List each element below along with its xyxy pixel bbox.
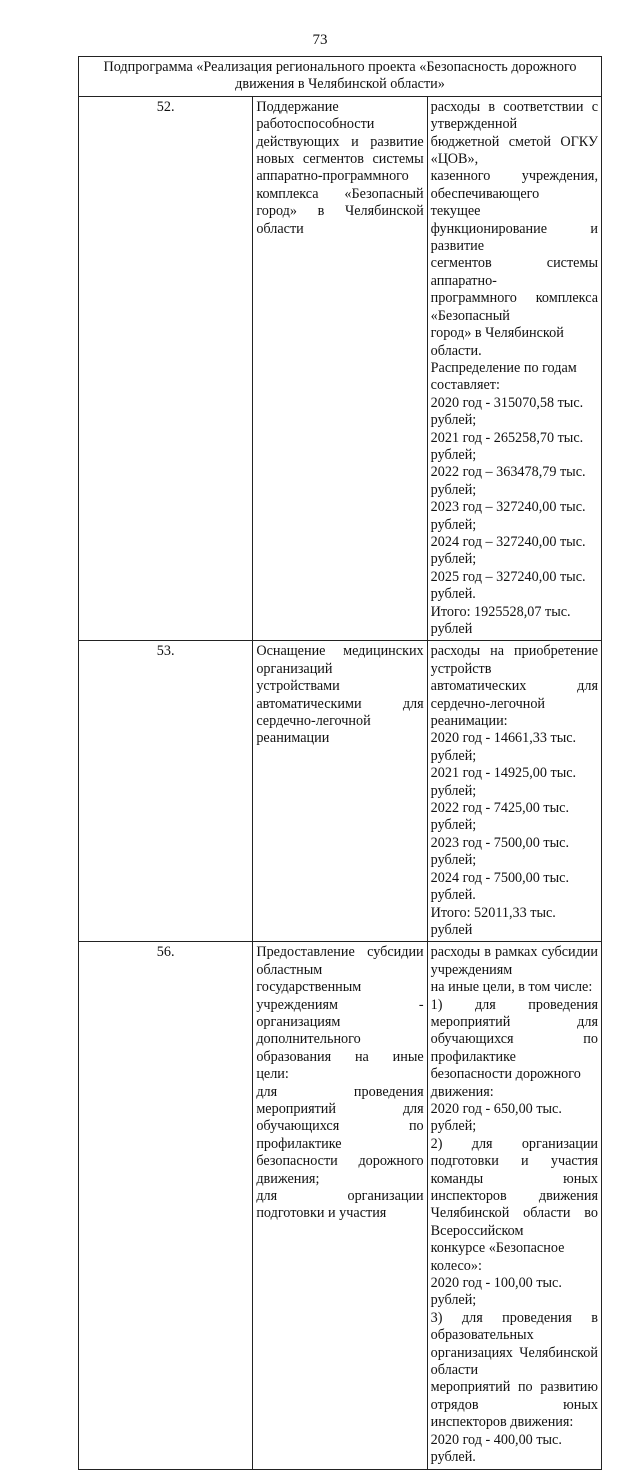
measure-description-line: 2023 год – 327240,00 тыс. рублей; (430, 499, 586, 533)
measure-name-line: профилактике (256, 1135, 342, 1152)
measure-name-line: организациям (256, 1013, 341, 1030)
measure-description-line: на иные цели, в том числе: (430, 979, 593, 996)
measure-name-line: образования на иные (256, 1048, 424, 1065)
measure-name (253, 641, 427, 942)
measure-name-line: областным (256, 961, 323, 978)
measure-description-line: город» в Челябинской области. (430, 325, 564, 359)
measure-name-line: подготовки и участия (256, 1205, 387, 1222)
measure-description-line: бюджетной сметой ОГКУ «ЦОВ», (430, 133, 598, 168)
table-header-row (79, 57, 602, 97)
measure-description-line: текущее функционирование и развитие (430, 203, 598, 255)
measure-description-line: 2) для организации подготовки и участия (430, 1135, 598, 1170)
subprogram-title-line: движения в Челябинской области» (235, 76, 445, 93)
measure-name-line: реанимации (256, 730, 330, 747)
measure-description-line: реанимации: (430, 713, 508, 730)
measure-description-line: 2020 год - 14661,33 тыс. рублей; (430, 730, 577, 764)
measure-description-line: 2021 год - 265258,70 тыс. рублей; (430, 429, 584, 463)
measure-description-line: 2020 год - 315070,58 тыс. рублей; (430, 394, 584, 429)
measure-description-line: автоматических для сердечно-легочной (430, 678, 598, 712)
measure-name-line: движения; (256, 1170, 320, 1187)
measure-description-line: 2022 год - 7425,00 тыс. рублей; (430, 800, 569, 834)
measure-name-line: обучающихся по (256, 1118, 424, 1135)
row-number: 56. (79, 942, 253, 1469)
table-row (79, 641, 602, 942)
measure-name-line: аппаратно-программного (256, 168, 409, 185)
measure-description-line: 2022 год – 363478,79 тыс. рублей; (430, 464, 586, 498)
measure-description-line: 2020 год - 400,00 тыс. рублей. (430, 1431, 562, 1466)
measure-description-line: сегментов системы аппаратно- (430, 255, 598, 289)
measure-name-line: Предоставление субсидии (256, 944, 424, 961)
measure-description-line: безопасности дорожного движения: (430, 1066, 581, 1100)
measure-description-line: команды юных инспекторов движения (430, 1170, 598, 1204)
measure-name-line: мероприятий для (256, 1100, 424, 1117)
subprogram-title (79, 57, 602, 97)
measure-name-line: для организации (256, 1188, 424, 1204)
measure-name-line: организаций (256, 660, 333, 677)
measure-name-line: комплекса «Безопасный (256, 185, 424, 202)
measure-description-line: Итого: 1925528,07 тыс. рублей (430, 603, 571, 637)
measure-description (427, 641, 601, 942)
page-number: 73 (312, 32, 328, 48)
measure-name-line: устройствами (256, 678, 340, 695)
row-number: 53. (79, 641, 253, 942)
measure-name-line: действующих и развитие (256, 133, 424, 150)
measure-description-line: казенного учреждения, обеспечивающего (430, 168, 598, 202)
table-row (79, 942, 602, 1469)
measure-description-line: 2020 год - 100,00 тыс. рублей; (430, 1275, 562, 1309)
measure-description-line: обучающихся по профилактике (430, 1031, 598, 1065)
measure-description-line: 2020 год - 650,00 тыс. рублей; (430, 1100, 562, 1135)
measure-name-line: безопасности дорожного (256, 1153, 424, 1170)
measure-description-line: 2021 год - 14925,00 тыс. рублей; (430, 765, 577, 799)
measure-description-line: Итого: 52011,33 тыс. рублей (430, 904, 556, 938)
measure-name-line: Оснащение медицинских (256, 643, 424, 660)
measure-description-line: расходы в соответствии с утвержденной (430, 98, 598, 133)
measure-description-line: конкурсе «Безопасное колесо»: (430, 1240, 565, 1274)
subprogram-title-line: Подпрограмма «Реализация регионального проекта «Безопасность дорожного (103, 59, 577, 75)
table-row (79, 96, 602, 641)
measure-description (427, 942, 601, 1469)
measure-name-line: дополнительного (256, 1031, 361, 1048)
measure-description-line: организациях Челябинской области (430, 1344, 598, 1379)
measure-name-line: автоматическими для (256, 695, 424, 712)
measure-name-line: учреждениям - (256, 996, 424, 1013)
measure-description-line: расходы на приобретение устройств (430, 643, 598, 677)
measure-name (253, 942, 427, 1469)
measure-description-line: Распределение по годам составляет: (430, 359, 577, 394)
measure-name-line: город» в Челябинской (256, 203, 424, 220)
measure-description-line: расходы в рамках субсидии учреждениям (430, 944, 598, 978)
measure-description (427, 96, 601, 641)
measure-name-line: области (256, 220, 304, 237)
measure-description-line: 1) для проведения мероприятий для (430, 996, 598, 1030)
measure-name-line: цели: (256, 1066, 289, 1083)
measure-name-line: работоспособности (256, 116, 375, 133)
measure-description-line: 3) для проведения в образовательных (430, 1309, 598, 1344)
measure-description-line: 2023 год - 7500,00 тыс. рублей; (430, 834, 569, 869)
measure-name-line: для проведения (256, 1083, 424, 1100)
measure-name-line: сердечно-легочной (256, 713, 371, 730)
measure-name-line: Поддержание (256, 98, 339, 115)
measure-description-line: 2024 год - 7500,00 тыс. рублей. (430, 869, 569, 904)
measure-description-line: 2025 год – 327240,00 тыс. рублей. (430, 568, 586, 603)
measure-description-line: программного комплекса «Безопасный (430, 290, 598, 324)
measure-name-line: новых сегментов системы (256, 151, 424, 168)
subprogram-table (78, 56, 602, 1470)
measure-description-line: 2024 год – 327240,00 тыс. рублей; (430, 533, 586, 568)
measure-name-line: государственным (256, 979, 362, 996)
measure-name (253, 96, 427, 641)
measure-description-line: мероприятий по развитию отрядов юных (430, 1379, 598, 1413)
row-number: 52. (79, 96, 253, 641)
measure-description-line: Челябинской области во Всероссийском (430, 1205, 598, 1239)
measure-description-line: инспекторов движения: (430, 1414, 574, 1431)
